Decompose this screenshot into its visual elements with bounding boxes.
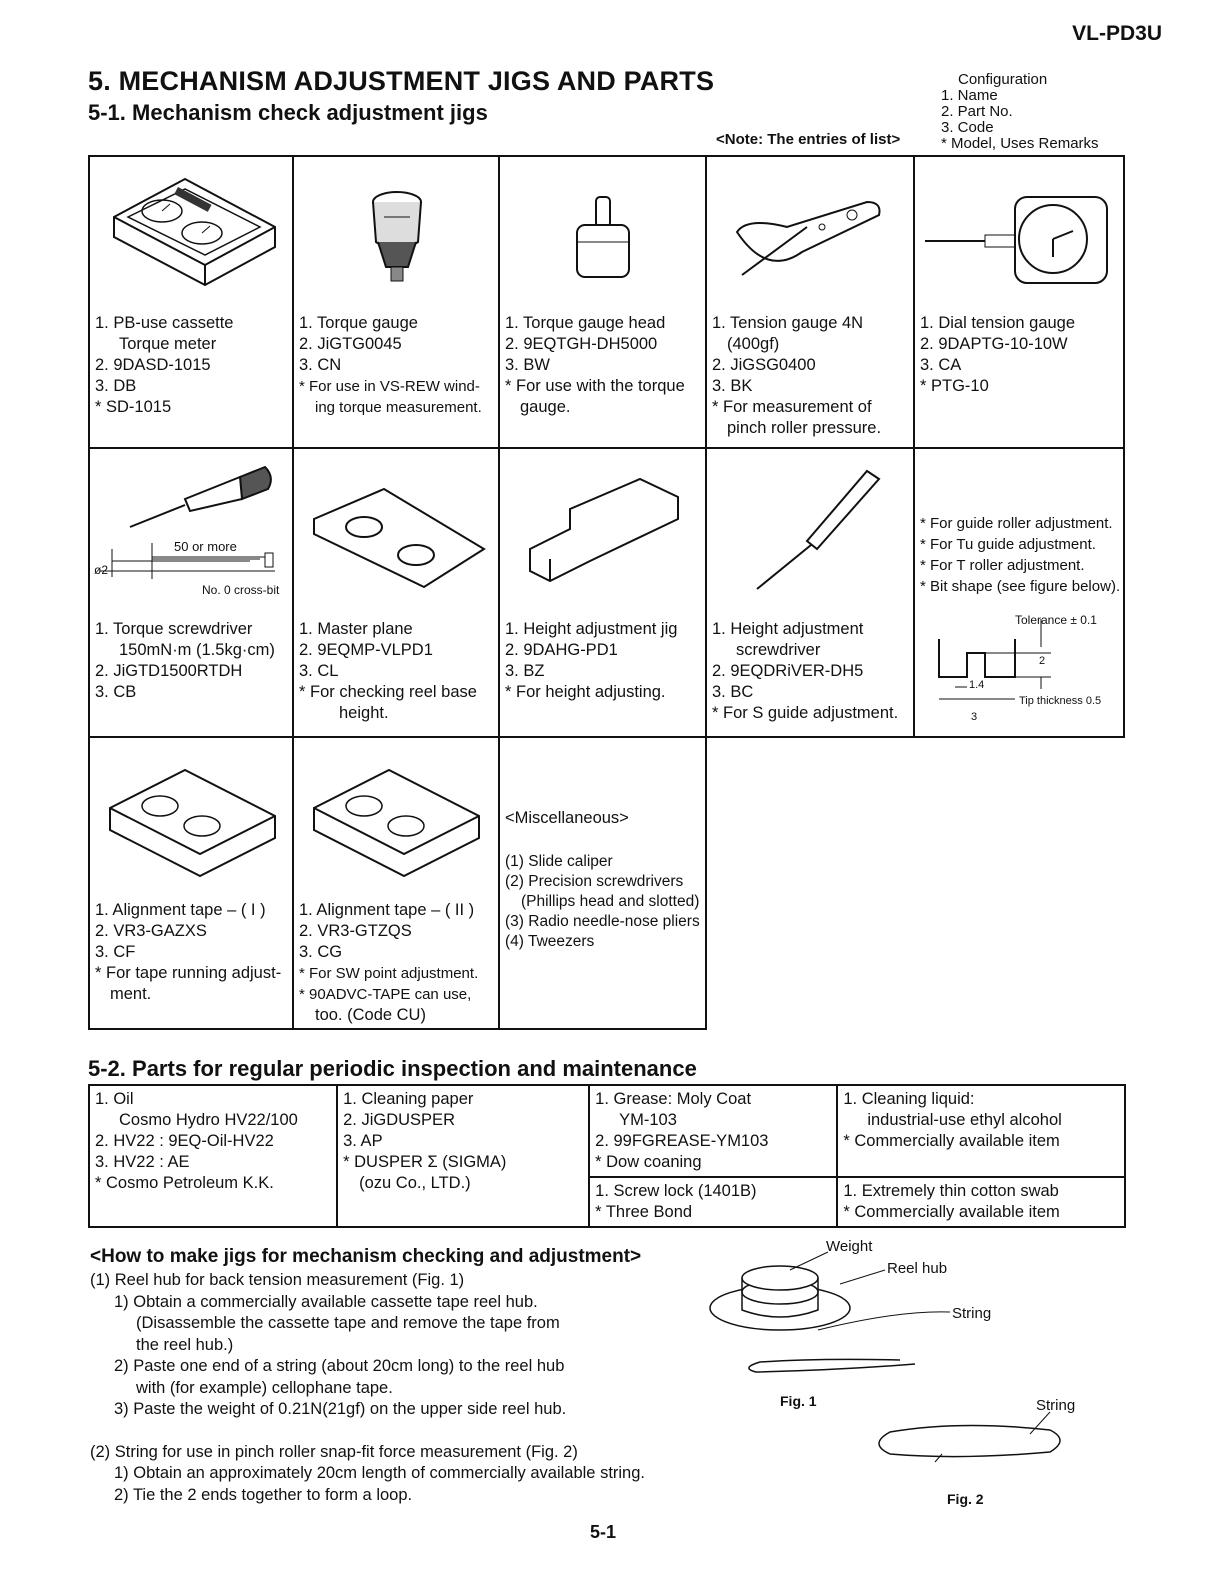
procedure-step: 2) Tie the 2 ends together to form a loop.: [114, 1485, 413, 1504]
procedure-step-cont: the reel hub.): [136, 1335, 234, 1354]
jig-dial-tension-gauge: [915, 157, 1123, 447]
jig-part-no: 2. VR3-GAZXS: [95, 922, 207, 940]
jig-remark: * SD-1015: [95, 398, 172, 416]
guide-note: * For T roller adjustment.: [920, 557, 1085, 574]
jig-text: [505, 619, 677, 703]
guide-note: * For Tu guide adjustment.: [920, 536, 1096, 553]
dimension-label: 1.4: [969, 679, 985, 691]
jig-remark: * For S guide adjustment.: [712, 704, 899, 722]
jig-part-no: 2. VR3-GTZQS: [299, 922, 412, 940]
jig-part-no: 2. 9EQTGH-DH5000: [505, 335, 658, 353]
jig-code: 3. CL: [299, 662, 339, 680]
cassette-icon: [90, 157, 292, 297]
config-line: 1. Name: [941, 87, 998, 104]
jig-remark-cont: height.: [339, 704, 389, 722]
misc-item: (1) Slide caliper: [505, 853, 613, 870]
jig-name: 1. Height adjustment jig: [505, 620, 678, 638]
parts-table: [88, 1084, 1126, 1228]
procedure-step: 2) Paste one end of a string (about 20cm long) to the reel hub: [114, 1357, 565, 1375]
part-name: 1. Cleaning liquid:: [843, 1090, 975, 1108]
part-remark: * Three Bond: [595, 1203, 693, 1221]
jig-part-no: 2. JiGTG0045: [299, 335, 402, 353]
part-no: 2. JiGDUSPER: [343, 1111, 455, 1129]
jig-text: [505, 313, 685, 418]
section-1-title: 5-1. Mechanism check adjustment jigs: [88, 100, 488, 125]
jig-name: 1. Tension gauge 4N: [712, 314, 864, 332]
jig-remark-cont: gauge.: [520, 398, 571, 416]
jig-part-no: 2. 9DAPTG-10-10W: [920, 335, 1068, 353]
part-cotton-swab: [837, 1177, 1125, 1227]
jig-height-adjustment: [500, 449, 705, 736]
jig-code: 3. BC: [712, 683, 754, 701]
procedure-heading: (2) String for use in pinch roller snap-fit force measurement (Fig. 2): [90, 1442, 578, 1461]
tension-gauge-icon: [707, 157, 913, 297]
part-name: 1. Screw lock (1401B): [595, 1182, 757, 1200]
misc-list: [505, 852, 700, 952]
part-name: 1. Oil: [95, 1090, 134, 1108]
page-title: 5. MECHANISM ADJUSTMENT JIGS AND PARTS: [88, 66, 715, 96]
jig-name: 1. Alignment tape – ( II ): [299, 901, 475, 919]
jig-name-cont: Torque meter: [119, 335, 217, 353]
jig-code: 3. CG: [299, 943, 343, 961]
jig-code: 3. CA: [920, 356, 962, 374]
jig-code: 3. CB: [95, 683, 137, 701]
jig-remark: * For checking reel base: [299, 683, 477, 701]
tip-thickness-label: Tip thickness 0.5: [1019, 695, 1102, 707]
jig-name-cont: screwdriver: [736, 641, 821, 659]
jig-tension-gauge: [707, 157, 913, 447]
jig-text: [712, 313, 881, 439]
jig-torque-screwdriver: [90, 449, 292, 736]
jig-alignment-tape-2: [294, 738, 498, 1028]
weight-label: Weight: [826, 1238, 873, 1255]
misc-item: (3) Radio needle-nose pliers: [505, 913, 700, 930]
howto-steps: [90, 1270, 645, 1506]
config-line: 3. Code: [941, 119, 994, 136]
jig-remark: * For tape running adjust-: [95, 964, 282, 982]
part-name: 1. Grease: Moly Coat: [595, 1090, 752, 1108]
jig-part-no: 2. 9DAHG-PD1: [505, 641, 618, 659]
procedure-step: 1) Obtain an approximately 20cm length of commercially available string.: [114, 1464, 645, 1482]
section-2-title: 5-2. Parts for regular periodic inspection and maintenance: [88, 1056, 697, 1081]
jig-text: [95, 619, 275, 703]
part-remark-cont: (ozu Co., LTD.): [359, 1174, 471, 1192]
jig-part-no: 2. 9EQMP-VLPD1: [299, 641, 433, 659]
jig-code: 3. CF: [95, 943, 136, 961]
reel-hub-label: Reel hub: [887, 1260, 948, 1277]
bit-label: No. 0 cross-bit: [202, 583, 280, 597]
jig-code: 3. BZ: [505, 662, 545, 680]
part-remark: * Commercially available item: [843, 1203, 1060, 1221]
jig-pb-cassette: [90, 157, 292, 447]
fig2-string-loop-diagram: [860, 1410, 1080, 1470]
jig-remark: * For height adjusting.: [505, 683, 666, 701]
jig-name: 1. Torque screwdriver: [95, 620, 253, 638]
misc-item: (4) Tweezers: [505, 933, 595, 950]
cassette-icon: [90, 738, 292, 888]
tolerance-label: Tolerance ± 0.1: [1015, 613, 1097, 627]
part-remark: * DUSPER Σ (SIGMA): [343, 1153, 507, 1171]
part-oil: [89, 1085, 337, 1227]
procedure-heading: (1) Reel hub for back tension measurement (Fig. 1): [90, 1271, 465, 1289]
list-note: <Note: The entries of list>: [716, 131, 901, 148]
jig-alignment-tape-1: [90, 738, 292, 1028]
model-number: VL-PD3U: [1072, 22, 1162, 45]
config-line: * Model, Uses Remarks: [941, 135, 1099, 152]
part-name-cont: industrial-use ethyl alcohol: [867, 1111, 1062, 1129]
jig-part-no: 2. 9EQDRiVER-DH5: [712, 662, 864, 680]
part-cleaning-liquid: [837, 1085, 1125, 1177]
jigs-table: [88, 155, 1125, 1030]
jig-remark: * For use with the torque: [505, 377, 685, 395]
config-title: Configuration: [958, 71, 1048, 88]
jig-text: [299, 900, 478, 1026]
jig-code: 3. CN: [299, 356, 342, 374]
misc-items: [500, 738, 705, 1028]
part-name-cont: Cosmo Hydro HV22/100: [119, 1111, 298, 1129]
height-jig-icon: [500, 449, 705, 609]
jig-name: 1. PB-use cassette: [95, 314, 234, 332]
procedure-step: 1) Obtain a commercially available cassette tape reel hub.: [114, 1292, 538, 1311]
jig-text: [920, 313, 1075, 397]
part-screw-lock: [589, 1177, 837, 1227]
string-label: String: [1036, 1397, 1076, 1414]
jig-text: [299, 313, 482, 418]
jig-name-cont: 150mN·m (1.5kg·cm): [119, 641, 275, 659]
jig-height-screwdriver: [707, 449, 913, 736]
torque-gauge-icon: [294, 157, 498, 297]
jig-torque-gauge-head: [500, 157, 705, 447]
jig-remark: * 90ADVC-TAPE can use,: [299, 986, 472, 1003]
misc-title: <Miscellaneous>: [505, 809, 629, 827]
howto-title: <How to make jigs for mechanism checking and adjustment>: [90, 1246, 642, 1267]
procedure-step-cont: (Disassemble the cassette tape and remove the tape from: [136, 1314, 560, 1332]
jig-code: 3. DB: [95, 377, 137, 395]
part-cleaning-paper: [337, 1085, 589, 1227]
part-name: 1. Extremely thin cotton swab: [843, 1182, 1059, 1200]
jig-name: 1. Dial tension gauge: [920, 314, 1076, 332]
config-line: 2. Part No.: [941, 103, 1013, 120]
jig-text: [712, 619, 898, 724]
dimension-label: 50 or more: [174, 539, 237, 554]
part-name-cont: YM-103: [619, 1111, 677, 1129]
jig-remark-cont: ment.: [110, 985, 152, 1003]
part-grease: [589, 1085, 837, 1177]
jig-part-no: 2. JiGTD1500RTDH: [95, 662, 243, 680]
guide-note: * Bit shape (see figure below).: [920, 578, 1121, 595]
guide-note: * For guide roller adjustment.: [920, 515, 1113, 532]
jig-part-no: 2. JiGSG0400: [712, 356, 816, 374]
jig-remark: * For SW point adjustment.: [299, 965, 479, 982]
jig-remark: * For use in VS-REW wind-: [299, 378, 480, 395]
misc-item: (2) Precision screwdrivers: [505, 873, 684, 890]
diameter-label: ø2: [94, 563, 109, 577]
part-code: 3. AP: [343, 1132, 383, 1150]
jig-remark: * For measurement of: [712, 398, 872, 416]
page-number: 5-1: [590, 1522, 617, 1542]
procedure-step-cont: with (for example) cellophane tape.: [136, 1378, 393, 1397]
dimension-label: 2: [1039, 655, 1046, 667]
fig1-caption: Fig. 1: [780, 1393, 817, 1409]
jig-code: 3. BW: [505, 356, 550, 374]
guide-adjustment-notes: [915, 449, 1123, 736]
jig-text: [95, 900, 281, 1005]
part-remark: * Cosmo Petroleum K.K.: [95, 1174, 274, 1192]
part-no: 2. HV22 : 9EQ-Oil-HV22: [95, 1132, 274, 1150]
dimension-label: 3: [971, 711, 978, 723]
gauge-head-icon: [500, 157, 705, 297]
string-label: String: [952, 1305, 992, 1322]
jig-remark-cont: pinch roller pressure.: [727, 419, 882, 437]
bit-shape-diagram: [915, 449, 1123, 736]
jig-remark: * PTG-10: [920, 377, 989, 395]
jig-name: 1. Master plane: [299, 620, 413, 638]
jig-torque-gauge: [294, 157, 498, 447]
config-legend: [941, 72, 1099, 152]
jig-code: 3. BK: [712, 377, 753, 395]
cassette-icon: [294, 738, 498, 888]
jig-name: 1. Torque gauge: [299, 314, 418, 332]
jig-name: 1. Torque gauge head: [505, 314, 666, 332]
jig-text: [95, 313, 234, 418]
jig-part-no: 2. 9DASD-1015: [95, 356, 211, 374]
procedure-step: 3) Paste the weight of 0.21N(21gf) on the upper side reel hub.: [114, 1400, 567, 1418]
jig-text: [299, 619, 477, 724]
part-code: 3. HV22 : AE: [95, 1153, 190, 1171]
part-remark: * Commercially available item: [843, 1132, 1060, 1150]
part-no: 2. 99FGREASE-YM103: [595, 1132, 769, 1150]
jig-name: 1. Height adjustment: [712, 620, 864, 638]
part-name: 1. Cleaning paper: [343, 1090, 474, 1108]
jig-remark-cont: ing torque measurement.: [315, 399, 482, 416]
fig2-caption: Fig. 2: [947, 1491, 984, 1507]
jig-name-cont: (400gf): [727, 335, 780, 353]
master-plane-icon: [294, 449, 498, 609]
jig-name: 1. Alignment tape – ( I ): [95, 901, 266, 919]
screwdriver-icon: [707, 449, 913, 609]
dial-gauge-icon: [915, 157, 1123, 297]
jig-master-plane: [294, 449, 498, 736]
jig-remark-cont: too. (Code CU): [315, 1006, 426, 1024]
misc-item-cont: (Phillips head and slotted): [521, 893, 700, 910]
part-remark: * Dow coaning: [595, 1153, 702, 1171]
